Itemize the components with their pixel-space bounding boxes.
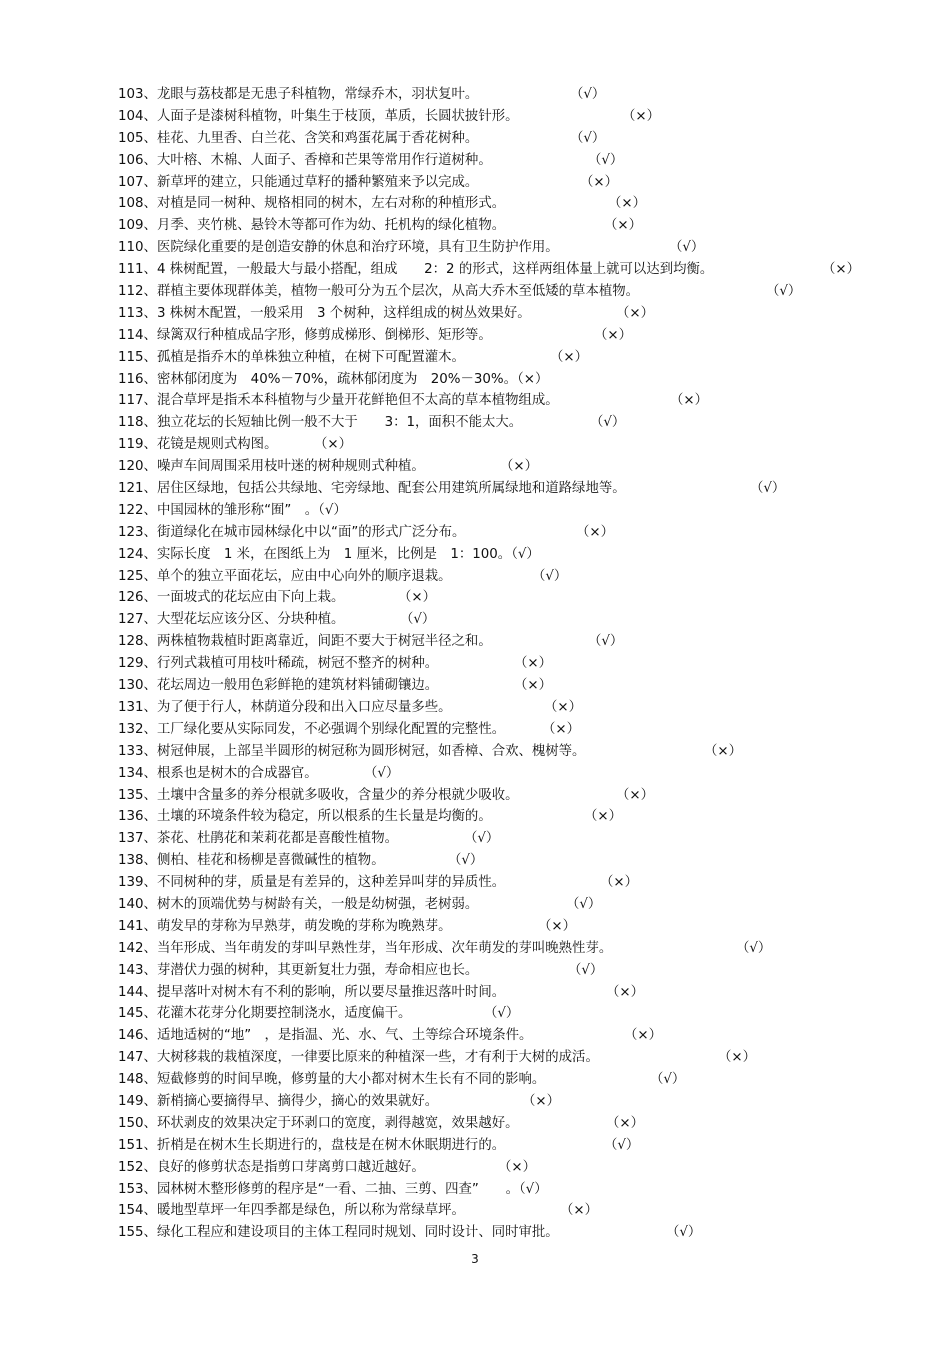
- answer-mark: （×）: [580, 174, 619, 190]
- question-number: 140、: [118, 896, 157, 912]
- question-text: 居住区绿地，包括公共绿地、宅旁绿地、配套公用建筑所属绿地和道路绿地等。: [156, 481, 626, 497]
- answer-mark: （×）: [704, 743, 743, 759]
- answer-mark: （×）: [576, 524, 615, 540]
- question-item: [118, 150, 918, 172]
- question-number: 147、: [118, 1050, 157, 1066]
- answer-mark: （√）: [511, 546, 540, 562]
- question-number: 120、: [118, 459, 157, 475]
- question-number: 117、: [118, 393, 157, 409]
- question-number: 119、: [118, 437, 157, 453]
- answer-mark: （×）: [542, 721, 581, 737]
- question-text: 新梢摘心要摘得早、摘得少，摘心的效果就好。: [156, 1093, 439, 1109]
- answer-mark: （×）: [822, 262, 861, 278]
- answer-mark: （×）: [600, 875, 639, 891]
- question-item: [118, 434, 918, 456]
- question-item: [118, 544, 918, 566]
- answer-mark: （√）: [750, 481, 786, 497]
- question-text: 孤植是指乔木的单株独立种植，在树下可配置灌木。: [156, 349, 465, 365]
- question-number: 153、: [118, 1181, 157, 1197]
- answer-mark: （√）: [566, 896, 602, 912]
- question-number: 150、: [118, 1115, 157, 1131]
- question-text: 3 株树木配置，一般采用 3 个树种，这样组成的树丛效果好。: [156, 305, 531, 321]
- answer-mark: （√）: [766, 284, 802, 300]
- answer-mark: （×）: [594, 327, 633, 343]
- question-item: [118, 259, 918, 281]
- question-text: 绿化工程应和建设项目的主体工程同时规划、同时设计、同时审批。: [156, 1225, 559, 1241]
- question-text: 龙眼与荔枝都是无患子科植物，常绿乔木，羽状复叶。: [156, 87, 479, 102]
- question-item: [118, 916, 918, 938]
- question-item: [118, 828, 918, 850]
- question-number: 113、: [118, 305, 157, 321]
- question-number: 142、: [118, 940, 157, 956]
- question-text: 噪声车间周围采用枝叶迷的树种规则式种植。: [156, 459, 425, 475]
- question-text: 为了便于行人，林荫道分段和出入口应尽量多些。: [156, 699, 452, 715]
- question-text: 一面坡式的花坛应由下向上栽。: [156, 590, 345, 606]
- question-text: 短截修剪的时间早晚，修剪量的大小都对树木生长有不同的影响。: [156, 1072, 546, 1088]
- answer-mark: （√）: [532, 568, 568, 584]
- question-text: 混合草坪是指禾本科植物与少量开花鲜艳但不太高的草本植物组成。: [156, 393, 559, 409]
- answer-mark: （√）: [448, 853, 484, 869]
- question-item: [118, 128, 918, 150]
- question-number: 107、: [118, 174, 157, 190]
- answer-mark: （√）: [736, 940, 772, 956]
- question-number: 132、: [118, 721, 157, 737]
- question-text: 群植主要体现群体美，植物一般可分为五个层次，从高大乔木至低矮的草本植物。: [156, 284, 640, 300]
- question-text: 树木的顶端优势与树龄有关，一般是幼树强，老树弱。: [156, 896, 479, 912]
- question-number: 133、: [118, 743, 157, 759]
- question-item: [118, 741, 918, 763]
- question-number: 109、: [118, 218, 157, 234]
- question-text: 不同树种的芽，质量是有差异的，这种差异叫芽的异质性。: [156, 875, 506, 891]
- answer-mark: （×）: [514, 678, 553, 694]
- question-number: 112、: [118, 284, 157, 300]
- question-text: 侧柏、桂花和杨柳是喜微碱性的植物。: [156, 853, 385, 869]
- answer-mark: （×）: [538, 918, 577, 934]
- answer-mark: （√）: [464, 831, 500, 847]
- question-text: 芽潜伏力强的树种，其更新复壮力强，寿命相应也长。: [156, 962, 479, 978]
- question-item: [118, 719, 918, 741]
- question-text: 中国园林的雏形称“囿” 。: [156, 502, 319, 518]
- question-number: 128、: [118, 634, 157, 650]
- question-text: 花灌木花芽分化期要控制浇水，适度偏干。: [156, 1006, 412, 1022]
- question-item: [118, 237, 918, 259]
- question-number: 148、: [118, 1072, 157, 1088]
- question-number: 118、: [118, 415, 157, 431]
- answer-mark: （√）: [484, 1006, 520, 1022]
- question-number: 138、: [118, 853, 157, 869]
- question-number: 127、: [118, 612, 157, 628]
- question-item: [118, 653, 918, 675]
- question-item: [118, 303, 918, 325]
- question-number: 143、: [118, 962, 157, 978]
- question-list: [118, 84, 918, 1244]
- answer-mark: （√）: [400, 612, 436, 628]
- question-number: 123、: [118, 524, 157, 540]
- question-text: 绿篱双行种植成品字形，修剪成梯形、倒梯形、矩形等。: [156, 327, 492, 343]
- question-text: 工厂绿化要从实际同发，不必强调个别绿化配置的完整性。: [156, 721, 506, 737]
- question-number: 134、: [118, 765, 157, 781]
- question-item: [118, 675, 918, 697]
- question-text: 密林郁闭度为 40%－70%，疏林郁闭度为 20%－30%。: [156, 371, 518, 387]
- question-number: 137、: [118, 831, 157, 847]
- question-number: 126、: [118, 590, 157, 606]
- question-item: [118, 1069, 918, 1091]
- question-number: 129、: [118, 656, 157, 672]
- question-number: 111、: [118, 262, 157, 278]
- question-text: 暖地型草坪一年四季都是绿色，所以称为常绿草坪。: [156, 1203, 465, 1219]
- question-text: 适地适树的“地” ，是指温、光、水、气、土等综合环境条件。: [156, 1028, 533, 1044]
- question-number: 125、: [118, 568, 157, 584]
- answer-mark: （×）: [606, 1115, 645, 1131]
- question-number: 124、: [118, 546, 157, 562]
- question-item: [118, 172, 918, 194]
- question-text: 花镜是规则式构图。: [156, 437, 278, 453]
- question-item: [118, 587, 918, 609]
- question-text: 大型花坛应该分区、分块种植。: [156, 612, 345, 628]
- question-number: 106、: [118, 152, 157, 168]
- question-number: 154、: [118, 1203, 157, 1219]
- answer-mark: （×）: [606, 984, 645, 1000]
- question-item: [118, 697, 918, 719]
- answer-mark: （√）: [570, 87, 606, 102]
- question-number: 144、: [118, 984, 157, 1000]
- question-text: 茶花、杜鹃花和茉莉花都是喜酸性植物。: [156, 831, 398, 847]
- answer-mark: （×）: [616, 305, 655, 321]
- question-item: [118, 806, 918, 828]
- question-item: [118, 1179, 918, 1201]
- question-text: 根系也是树木的合成器官。: [156, 765, 318, 781]
- answer-mark: （×）: [584, 809, 623, 825]
- question-item: [118, 566, 918, 588]
- question-text: 月季、夹竹桃、悬铃木等都可作为幼、托机构的绿化植物。: [156, 218, 506, 234]
- question-number: 110、: [118, 240, 157, 256]
- question-item: [118, 325, 918, 347]
- question-number: 145、: [118, 1006, 157, 1022]
- answer-mark: （×）: [398, 590, 437, 606]
- question-item: [118, 193, 918, 215]
- question-text: 大树移栽的栽植深度，一律要比原来的种植深一些，才有利于大树的成活。: [156, 1050, 599, 1066]
- question-item: [118, 456, 918, 478]
- answer-mark: （√）: [318, 502, 347, 518]
- answer-mark: （√）: [588, 152, 624, 168]
- answer-mark: （×）: [500, 459, 539, 475]
- question-item: [118, 631, 918, 653]
- question-number: 149、: [118, 1093, 157, 1109]
- question-item: [118, 522, 918, 544]
- question-item: [118, 1157, 918, 1179]
- question-text: 人面子是漆树科植物，叶集生于枝顶，革质，长圆状披针形。: [156, 108, 519, 124]
- question-number: 116、: [118, 371, 157, 387]
- question-text: 4 株树配置，一般最大与最小搭配，组成 2：2 的形式，这样两组体量上就可以达到均衡。: [156, 262, 714, 278]
- question-number: 131、: [118, 699, 157, 715]
- answer-mark: （√）: [669, 240, 705, 256]
- answer-mark: （√）: [666, 1225, 702, 1241]
- question-item: [118, 1047, 918, 1069]
- question-text: 良好的修剪状态是指剪口芽离剪口越近越好。: [156, 1159, 425, 1175]
- question-text: 大叶榕、木棉、人面子、香樟和芒果等常用作行道树种。: [156, 152, 492, 168]
- question-item: [118, 1003, 918, 1025]
- answer-mark: （×）: [314, 437, 353, 453]
- answer-mark: （×）: [604, 218, 643, 234]
- answer-mark: （×）: [622, 108, 661, 124]
- question-number: 104、: [118, 108, 157, 124]
- question-item: [118, 763, 918, 785]
- question-text: 独立花坛的长短轴比例一般不大于 3：1，面积不能太大。: [156, 415, 523, 431]
- answer-mark: （×）: [517, 371, 549, 387]
- question-item: [118, 390, 918, 412]
- question-item: [118, 1113, 918, 1135]
- answer-mark: （×）: [498, 1159, 537, 1175]
- answer-mark: （×）: [560, 1203, 599, 1219]
- question-item: [118, 1025, 918, 1047]
- question-item: [118, 347, 918, 369]
- question-item: [118, 938, 918, 960]
- answer-mark: （√）: [518, 1181, 548, 1197]
- question-item: [118, 1135, 918, 1157]
- question-item: [118, 982, 918, 1004]
- question-text: 新草坪的建立，只能通过草籽的播种繁殖来予以完成。: [156, 174, 479, 190]
- answer-mark: （√）: [568, 962, 604, 978]
- question-item: [118, 960, 918, 982]
- question-number: 108、: [118, 196, 157, 212]
- question-text: 折梢是在树木生长期进行的，盘枝是在树木休眠期进行的。: [156, 1137, 506, 1153]
- answer-mark: （×）: [718, 1050, 757, 1066]
- question-item: [118, 500, 918, 522]
- question-item: [118, 872, 918, 894]
- question-number: 139、: [118, 875, 157, 891]
- question-item: [118, 850, 918, 872]
- question-number: 151、: [118, 1137, 157, 1153]
- answer-mark: （√）: [604, 1137, 640, 1153]
- question-number: 130、: [118, 678, 157, 694]
- question-text: 实际长度 1 米，在图纸上为 1 厘米，比例是 1：100。: [156, 546, 512, 562]
- question-number: 105、: [118, 130, 157, 146]
- question-item: [118, 84, 918, 106]
- question-number: 136、: [118, 809, 157, 825]
- question-text: 桂花、九里香、白兰花、含笑和鸡蛋花属于香花树种。: [156, 130, 479, 146]
- question-item: [118, 785, 918, 807]
- answer-mark: （×）: [544, 699, 583, 715]
- question-number: 115、: [118, 349, 157, 365]
- question-text: 萌发早的芽称为早熟芽，萌发晚的芽称为晚熟芽。: [156, 918, 452, 934]
- question-number: 103、: [118, 87, 157, 102]
- answer-mark: （×）: [550, 349, 589, 365]
- question-text: 花坛周边一般用色彩鲜艳的建筑材料铺砌镶边。: [156, 678, 439, 694]
- question-number: 135、: [118, 787, 157, 803]
- question-number: 152、: [118, 1159, 157, 1175]
- question-item: [118, 894, 918, 916]
- question-item: [118, 106, 918, 128]
- answer-mark: （√）: [364, 765, 400, 781]
- question-number: 121、: [118, 481, 157, 497]
- question-text: 两株植物栽植时距离靠近，间距不要大于树冠半径之和。: [156, 634, 492, 650]
- answer-mark: （×）: [624, 1028, 663, 1044]
- question-text: 树冠伸展，上部呈半圆形的树冠称为圆形树冠，如香樟、合欢、槐树等。: [156, 743, 586, 759]
- question-number: 155、: [118, 1225, 157, 1241]
- question-item: [118, 1200, 918, 1222]
- answer-mark: （√）: [650, 1072, 686, 1088]
- question-item: [118, 369, 918, 391]
- question-text: 土壤的环境条件较为稳定，所以根系的生长量是均衡的。: [156, 809, 492, 825]
- question-text: 街道绿化在城市园林绿化中以“面”的形式广泛分布。: [156, 524, 466, 540]
- answer-mark: （√）: [588, 634, 624, 650]
- question-text: 环状剥皮的效果决定于环剥口的宽度，剥得越宽，效果越好。: [156, 1115, 519, 1131]
- answer-mark: （×）: [670, 393, 709, 409]
- question-text: 行列式栽植可用枝叶稀疏，树冠不整齐的树种。: [156, 656, 439, 672]
- answer-mark: （×）: [514, 656, 553, 672]
- question-text: 医院绿化重要的是创造安静的休息和治疗环境，具有卫生防护作用。: [156, 240, 559, 256]
- question-item: [118, 281, 918, 303]
- question-item: [118, 609, 918, 631]
- question-item: [118, 215, 918, 237]
- question-text: 提早落叶对树木有不利的影响，所以要尽量推迟落叶时间。: [156, 984, 506, 1000]
- question-text: 单个的独立平面花坛，应由中心向外的顺序退栽。: [156, 568, 452, 584]
- question-number: 141、: [118, 918, 157, 934]
- question-item: [118, 478, 918, 500]
- question-text: 园林树木整形修剪的程序是“一看、二抽、三剪、四查” 。: [156, 1181, 519, 1197]
- question-number: 146、: [118, 1028, 157, 1044]
- page-number: 3: [471, 1252, 479, 1266]
- answer-mark: （×）: [616, 787, 655, 803]
- question-number: 122、: [118, 502, 157, 518]
- answer-mark: （×）: [608, 196, 647, 212]
- question-text: 当年形成、当年萌发的芽叫早熟性芽，当年形成、次年萌发的芽叫晚熟性芽。: [156, 940, 613, 956]
- question-item: [118, 1091, 918, 1113]
- question-text: 土壤中含量多的养分根就多吸收，含量少的养分根就少吸收。: [156, 787, 519, 803]
- question-number: 114、: [118, 327, 157, 343]
- answer-mark: （×）: [522, 1093, 561, 1109]
- answer-mark: （√）: [590, 415, 626, 431]
- question-text: 对植是同一树种、规格相同的树木，左右对称的种植形式。: [156, 196, 506, 212]
- question-item: [118, 412, 918, 434]
- answer-mark: （√）: [570, 130, 606, 146]
- question-item: [118, 1222, 918, 1244]
